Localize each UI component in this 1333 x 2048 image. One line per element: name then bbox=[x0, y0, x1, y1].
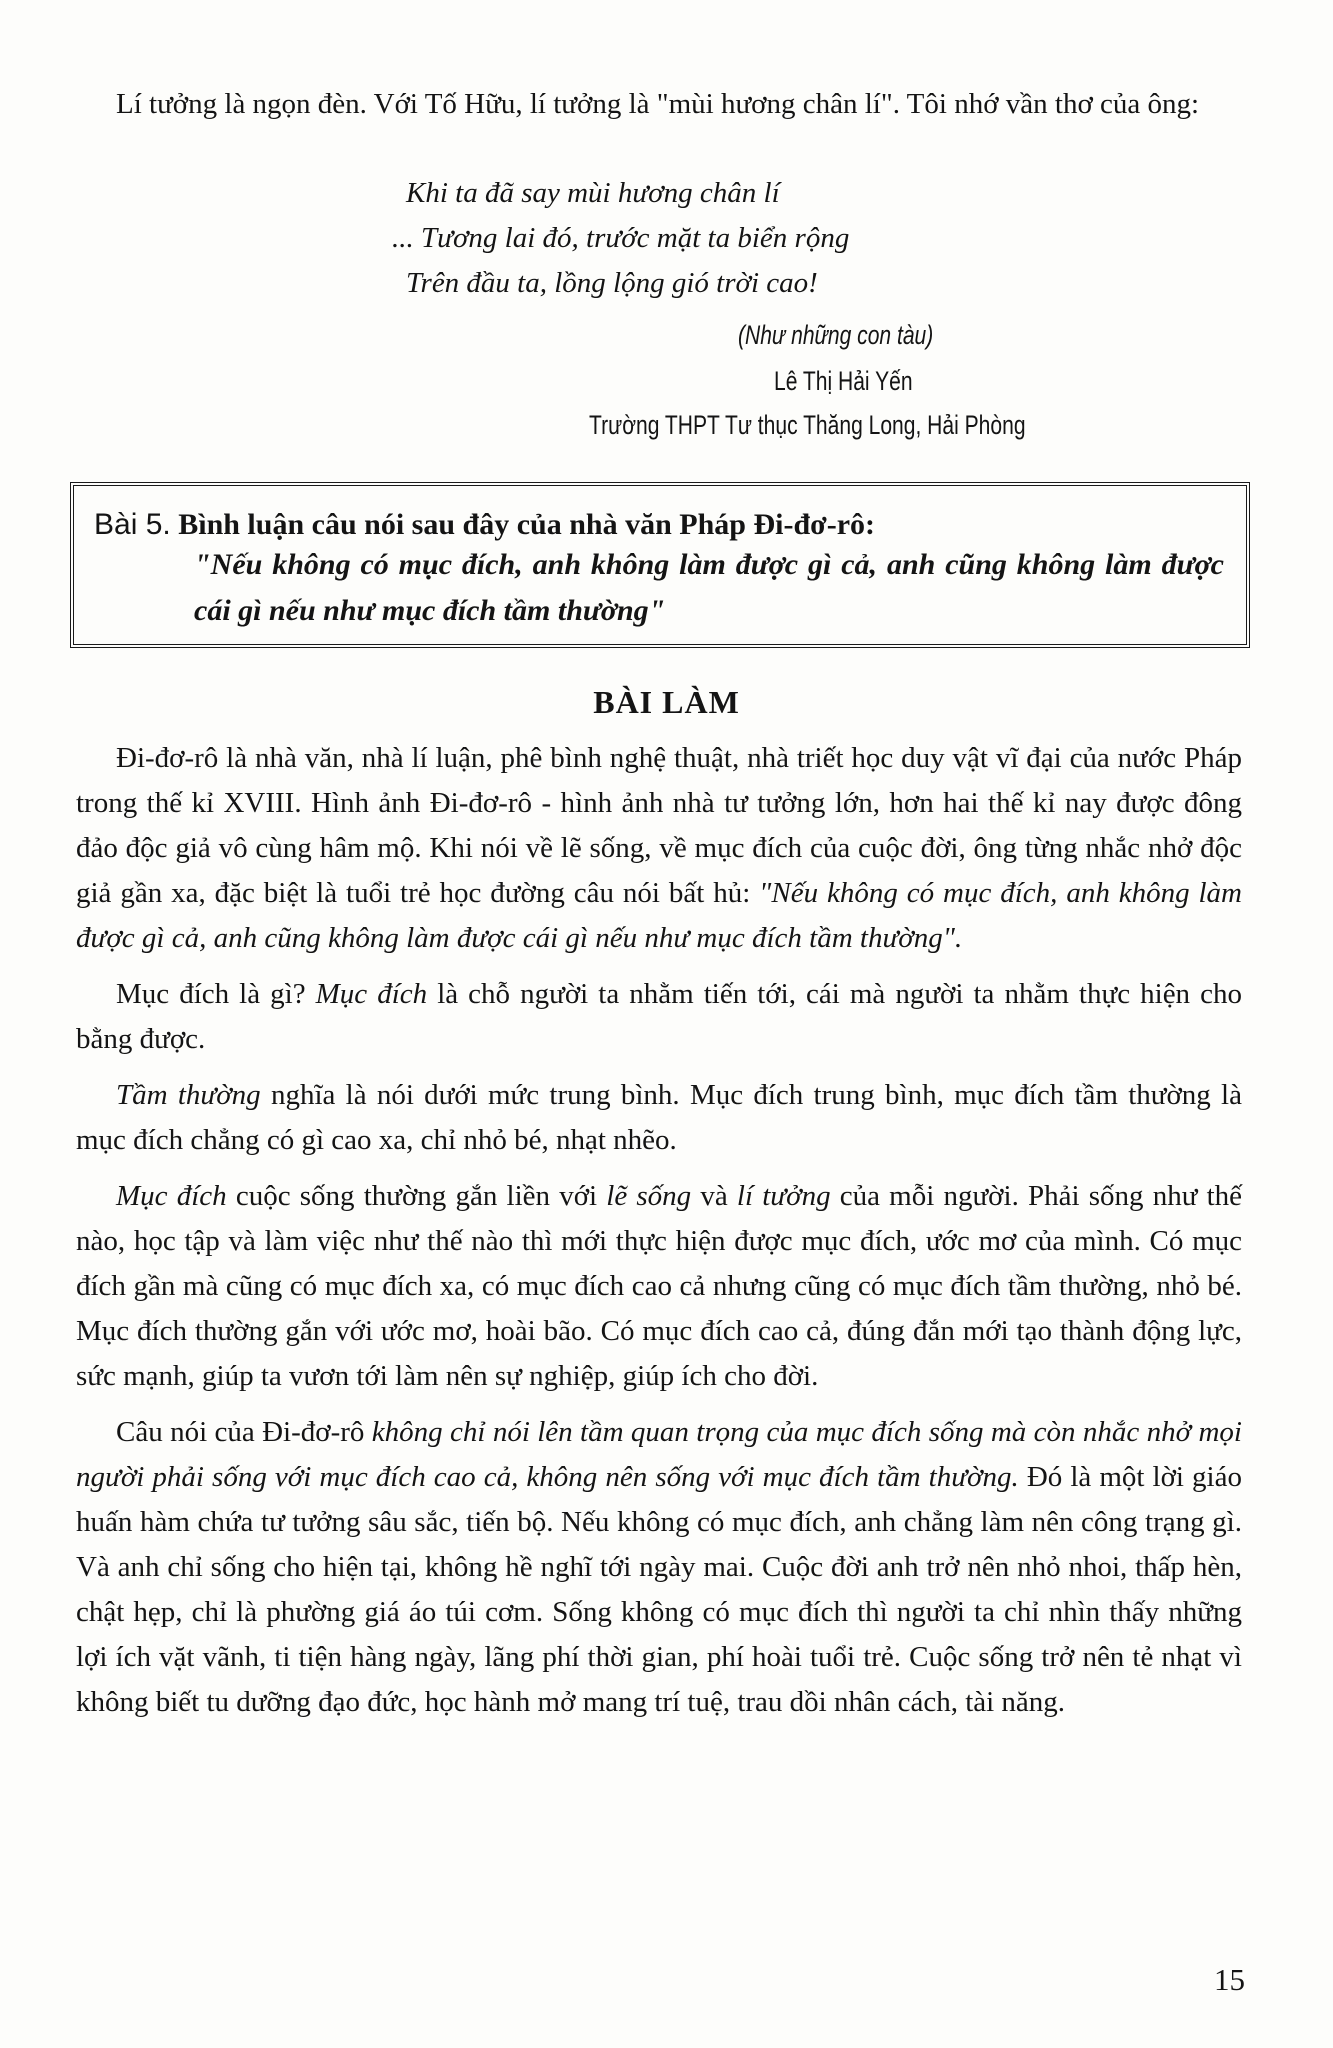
poem-line: Khi ta đã say mùi hương chân lí bbox=[406, 177, 780, 209]
paragraph: Mục đích là gì? Mục đích là chỗ người ta nhằm tiến tới, cái mà người ta nhằm thực hiện cho bằng được. bbox=[76, 978, 1242, 1055]
exercise-number: Bài 5. bbox=[94, 508, 171, 541]
author-name: Lê Thị Hải Yến bbox=[774, 366, 913, 396]
paragraph: Đi-đơ-rô là nhà văn, nhà lí luận, phê bình nghệ thuật, nhà triết học duy vật vĩ đại của nước Pháp trong thế kỉ XVIII. Hình ảnh Đi-đơ-rô - hình ảnh nhà tư tưởng lớn, hơn hai thế kỉ nay được đông đảo độc giả vô cùng hâm mộ. Khi nói về lẽ sống, về mục đích của cuộc đời, ông từng nhắc nhở độc giả gần xa, đặc biệt là tuổi trẻ học đường câu nói bất hủ: "Nếu không có mục đích, anh không làm được gì cả, anh cũng không làm được cái gì nếu như mục đích tầm thường". bbox=[76, 742, 1243, 954]
exercise-box bbox=[70, 482, 1250, 648]
exercise-quote: "Nếu không có mục đích, anh không làm được gì cả, anh cũng không làm được cái gì nếu như mục đích tầm thường" bbox=[194, 548, 1224, 627]
page-number: 15 bbox=[1214, 1962, 1245, 1997]
author-school: Trường THPT Tư thục Thăng Long, Hải Phòng bbox=[589, 410, 1026, 440]
exercise-prompt-line bbox=[94, 508, 1224, 542]
essay-body bbox=[76, 736, 1242, 1736]
exercise-prompt: Bình luận câu nói sau đây của nhà văn Pháp Đi-đơ-rô: bbox=[178, 508, 876, 541]
poem-source: (Như những con tàu) bbox=[738, 320, 934, 350]
poem-line: Trên đầu ta, lồng lộng gió trời cao! bbox=[406, 267, 818, 299]
paragraph: Tầm thường nghĩa là nói dưới mức trung bình. Mục đích trung bình, mục đích tầm thường là mục đích chẳng có gì cao xa, chỉ nhỏ bé, nhạt nhẽo. bbox=[76, 1079, 1242, 1156]
paragraph: Câu nói của Đi-đơ-rô không chỉ nói lên tầm quan trọng của mục đích sống mà còn nhắc nhở mọi người phải sống với mục đích cao cả, không nên sống với mục đích tầm thường. Đó là một lời giáo huấn hàm chứa tư tưởng sâu sắc, tiến bộ. Nếu không có mục đích, anh chẳng làm nên công trạng gì. Và anh chỉ sống cho hiện tại, không hề nghĩ tới ngày mai. Cuộc đời anh trở nên nhỏ nhoi, thấp hèn, chật hẹp, chỉ là phường giá áo túi cơm. Sống không có mục đích thì người ta chỉ nhìn thấy những lợi ích vặt vãnh, ti tiện hàng ngày, lãng phí thời gian, phí hoài tuổi trẻ. Cuộc sống trở nên tẻ nhạt vì không biết tu dưỡng đạo đức, học hành mở mang trí tuệ, trau dồi nhân cách, tài năng. bbox=[76, 1416, 1242, 1718]
paragraph: Mục đích cuộc sống thường gắn liền với lẽ sống và lí tưởng của mỗi người. Phải sống như thế nào, học tập và làm việc như thế nào thì mới thực hiện được mục đích, ước mơ của mình. Có mục đích gần mà cũng có mục đích xa, có mục đích cao cả nhưng cũng có mục đích tầm thường, nhỏ bé. Mục đích thường gắn với ước mơ, hoài bão. Có mục đích cao cả, đúng đắn mới tạo thành động lực, sức mạnh, giúp ta vươn tới làm nên sự nghiệp, giúp ích cho đời. bbox=[76, 1180, 1243, 1392]
poem bbox=[392, 171, 850, 306]
poem-line: ... Tương lai đó, trước mặt ta biển rộng bbox=[392, 222, 850, 254]
intro-paragraph: Lí tưởng là ngọn đèn. Với Tố Hữu, lí tưởng là "mùi hương chân lí". Tôi nhớ vần thơ của ông: bbox=[116, 88, 1200, 120]
section-heading: BÀI LÀM bbox=[593, 684, 740, 720]
